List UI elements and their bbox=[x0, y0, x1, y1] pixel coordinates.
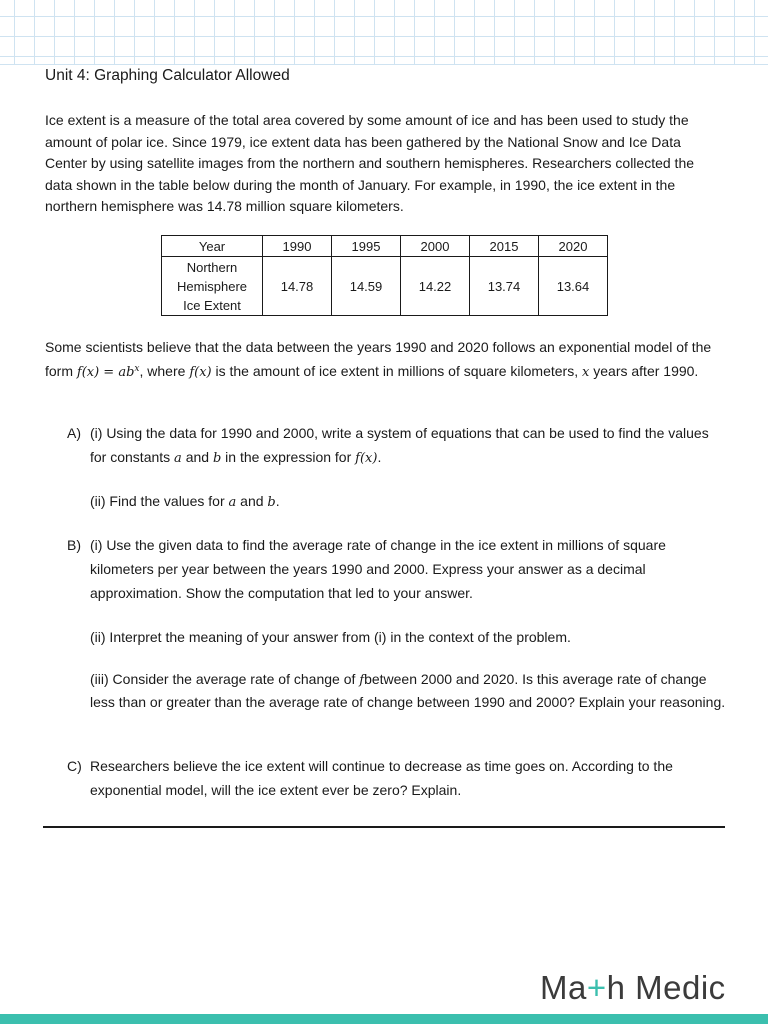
math-a: a bbox=[228, 495, 237, 510]
question-b-iii bbox=[67, 669, 727, 713]
table-row-label bbox=[162, 257, 263, 316]
question-text: (i) Use the given data to find the average rate of change in the ice extent in millions of square kilometers per year between the years 1990 and 2000. Express your answer as a decimal approximation. Show the computation that led to your answer. bbox=[90, 537, 666, 601]
question-a-ii bbox=[67, 489, 727, 515]
unit-title: Unit 4: Graphing Calculator Allowed bbox=[45, 67, 290, 84]
question-text: . bbox=[377, 449, 382, 465]
model-text: is the amount of ice extent in millions of square kilometers, bbox=[211, 362, 583, 379]
logo-text: h Medic bbox=[606, 969, 726, 1006]
footer-accent-bar bbox=[0, 1014, 768, 1024]
question-letter: B) bbox=[67, 537, 81, 553]
math-fx: f(x) bbox=[189, 364, 212, 380]
question-b-i bbox=[90, 533, 727, 605]
question-letter: C) bbox=[67, 758, 82, 774]
row-label-line: Ice Extent bbox=[183, 297, 241, 313]
question-c-body bbox=[90, 754, 727, 802]
question-text: and bbox=[181, 449, 213, 465]
table-year-cell: 1990 bbox=[263, 236, 332, 257]
table-value-cell: 13.64 bbox=[539, 257, 608, 316]
ice-extent-table bbox=[161, 235, 608, 316]
question-text: (ii) Find the values for bbox=[90, 493, 229, 509]
math-fx: f(x) bbox=[355, 451, 378, 466]
table-value-cell: 13.74 bbox=[470, 257, 539, 316]
row-label-line: Hemisphere bbox=[176, 278, 248, 294]
logo-plus-icon: + bbox=[586, 969, 607, 1006]
answer-divider-line bbox=[43, 826, 725, 828]
math-a: a bbox=[174, 451, 182, 466]
math-b: b bbox=[212, 451, 222, 466]
question-c bbox=[67, 754, 727, 802]
table-year-cell: 1995 bbox=[332, 236, 401, 257]
intro-paragraph: Ice extent is a measure of the total area covered by some amount of ice and has been used to study the amount of polar ice. Since 1979, ice extent data has been gathered by the National Snow and Ice Data Center by using satellite images from the northern and southern hemispheres. Researchers collected the data shown in the table below during the month of January. For example, in 1990, the ice extent in the northern hemisphere was 14.78 million square kilometers. bbox=[45, 112, 695, 214]
question-a-ii-body bbox=[90, 489, 727, 515]
table-header-row bbox=[162, 236, 608, 257]
model-formula bbox=[77, 365, 140, 380]
logo-text: Ma bbox=[540, 969, 587, 1006]
question-b-ii bbox=[67, 625, 727, 649]
question-b bbox=[67, 533, 727, 605]
model-text: years after 1990. bbox=[589, 362, 699, 379]
question-b-ii-body bbox=[90, 625, 727, 649]
question-text: Researchers believe the ice extent will continue to decrease as time goes on. According to the exponential model, will the ice extent ever be zero? Explain. bbox=[90, 758, 673, 798]
question-text: and bbox=[236, 493, 268, 509]
table-data-row bbox=[162, 257, 608, 316]
question-text: . bbox=[275, 493, 280, 509]
table-year-cell: 2015 bbox=[470, 236, 539, 257]
graph-paper-header bbox=[0, 0, 768, 65]
question-text: (ii) Interpret the meaning of your answer from (i) in the context of the problem. bbox=[90, 629, 571, 645]
question-letter: A) bbox=[67, 425, 81, 441]
model-text: Some scientists believe that the data between the years 1990 and 2020 follows an exponential model of the form bbox=[45, 339, 712, 379]
question-a bbox=[67, 421, 727, 471]
question-b-iii-body bbox=[90, 669, 727, 713]
table-value-cell: 14.59 bbox=[332, 257, 401, 316]
table-year-cell: 2000 bbox=[401, 236, 470, 257]
table-year-cell: 2020 bbox=[539, 236, 608, 257]
math-x: x bbox=[582, 364, 590, 380]
math-medic-logo bbox=[540, 966, 726, 1010]
question-text: (iii) Consider the average rate of change of bbox=[90, 671, 360, 687]
table-header-year: Year bbox=[162, 236, 263, 257]
model-paragraph bbox=[45, 337, 725, 383]
question-text: between 2000 and 2020. Is this average rate of change less than or greater than the average rate of change between 1990 and 2000? Explain your reasoning. bbox=[90, 671, 726, 710]
formula-base: f(x) = ab bbox=[76, 364, 135, 380]
question-text: in the expression for bbox=[221, 449, 356, 465]
table-value-cell: 14.22 bbox=[401, 257, 470, 316]
math-b: b bbox=[267, 495, 276, 510]
question-text: (i) Using the data for 1990 and 2000, write a system of equations that can be used to find the values for constants bbox=[90, 425, 709, 465]
table-value-cell: 14.78 bbox=[263, 257, 332, 316]
question-a-i bbox=[90, 421, 727, 471]
row-label-line: Northern bbox=[186, 259, 238, 275]
model-text: , where bbox=[139, 362, 190, 379]
math-f: f bbox=[359, 673, 365, 688]
formula-exponent: x bbox=[134, 363, 140, 374]
